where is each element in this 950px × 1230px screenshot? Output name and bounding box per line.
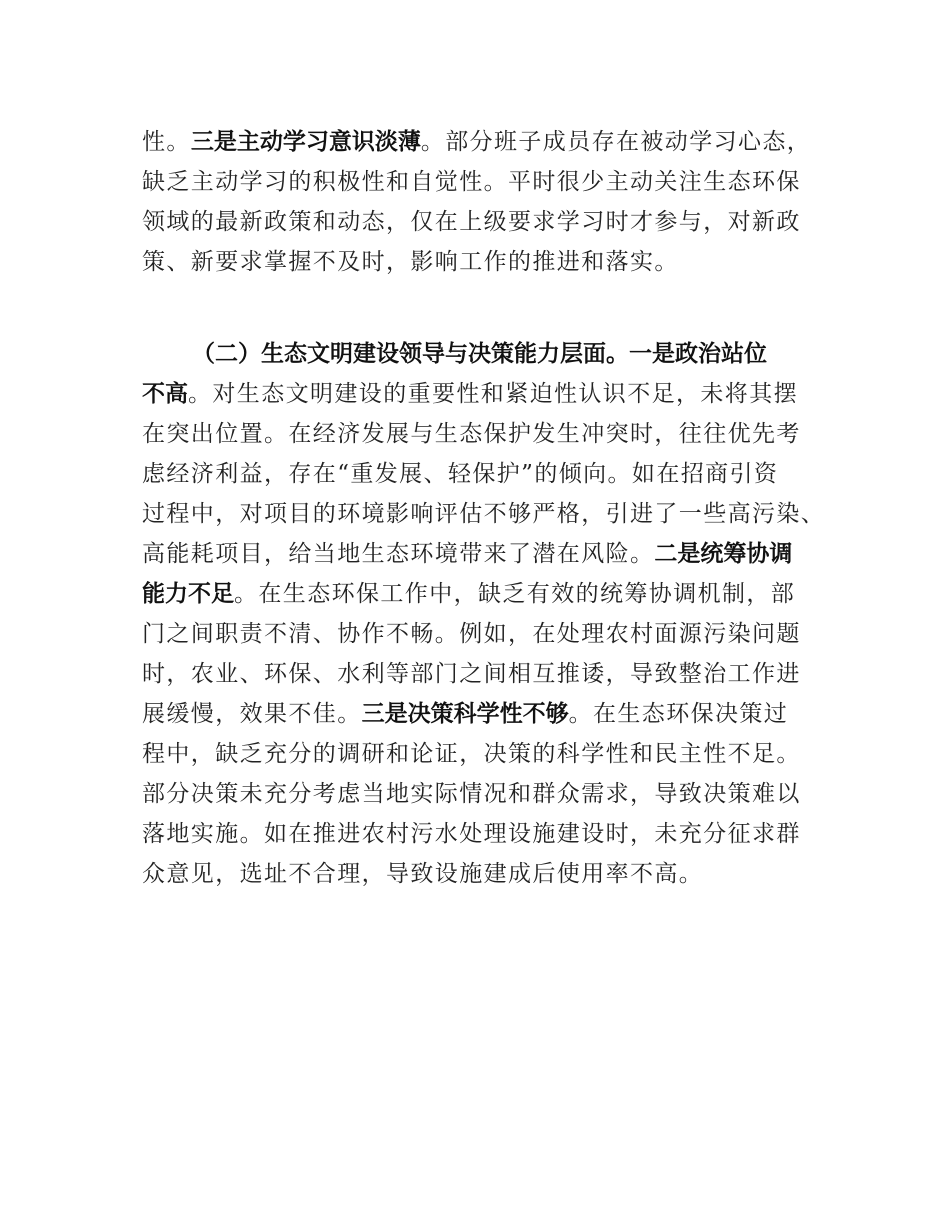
text: 。对生态文明建设的重要性和紧迫性认识不足，未将其摆 — [188, 381, 798, 407]
text-line — [142, 374, 798, 414]
text: 众意见，选址不合理，导致设施建成后使用率不高。 — [142, 861, 704, 887]
bold-heading: 不高 — [142, 381, 188, 407]
text-line — [142, 454, 778, 494]
bold-heading: 能力不足 — [142, 581, 234, 607]
text-line — [142, 242, 679, 282]
bold-heading: 三是决策科学性不够 — [361, 701, 569, 727]
text-line — [142, 162, 801, 202]
bold-heading: 二是统筹协调 — [654, 541, 793, 567]
section-heading-line — [192, 334, 767, 374]
text-line — [142, 122, 811, 162]
text: 展缓慢，效果不佳。 — [142, 701, 362, 727]
text: 部分决策未充分考虑当地实际情况和群众需求，导致决策难以 — [142, 781, 801, 807]
text: 高能耗项目，给当地生态环境带来了潜在风险。 — [142, 541, 655, 567]
text-line — [142, 202, 801, 242]
text: 。在生态环保工作中，缺乏有效的统筹协调机制，部 — [234, 581, 796, 607]
text: 领域的最新政策和动态，仅在上级要求学习时才参与，对新政 — [142, 209, 801, 235]
text: 门之间职责不清、协作不畅。例如，在处理农村面源污染问题 — [142, 621, 801, 647]
text-line — [142, 814, 801, 854]
text-line — [142, 774, 801, 814]
text-line — [142, 534, 792, 574]
text: 落地实施。如在推进农村污水处理设施建设时，未充分征求群 — [142, 821, 801, 847]
text-line — [142, 414, 801, 454]
text-line — [142, 854, 703, 894]
text-line — [142, 494, 825, 534]
text: 策、新要求掌握不及时，影响工作的推进和落实。 — [142, 249, 679, 275]
text: 时，农业、环保、水利等部门之间相互推诿，导致整治工作进 — [142, 661, 801, 687]
section-heading: （二）生态文明建设领导与决策能力层面。一是政治站位 — [192, 341, 767, 367]
text-line — [142, 574, 795, 614]
text: 性。 — [142, 129, 191, 155]
text-line — [142, 614, 801, 654]
bold-heading: 三是主动学习意识淡薄 — [190, 129, 421, 155]
text: 虑经济利益，存在“重发展、轻保护”的倾向。如在招商引资 — [142, 461, 779, 487]
text: 。部分班子成员存在被动学习心态， — [420, 129, 812, 155]
text-line — [142, 654, 801, 694]
text: 在突出位置。在经济发展与生态保护发生冲突时，往往优先考 — [142, 421, 801, 447]
text: 过程中，对项目的环境影响评估不够严格，引进了一些高污染、 — [142, 501, 826, 527]
text: 缺乏主动学习的积极性和自觉性。平时很少主动关注生态环保 — [142, 169, 801, 195]
text: 程中，缺乏充分的调研和论证，决策的科学性和民主性不足。 — [142, 741, 801, 767]
text-line — [142, 694, 788, 734]
text: 。在生态环保决策过 — [568, 701, 789, 727]
text-line — [142, 734, 801, 774]
